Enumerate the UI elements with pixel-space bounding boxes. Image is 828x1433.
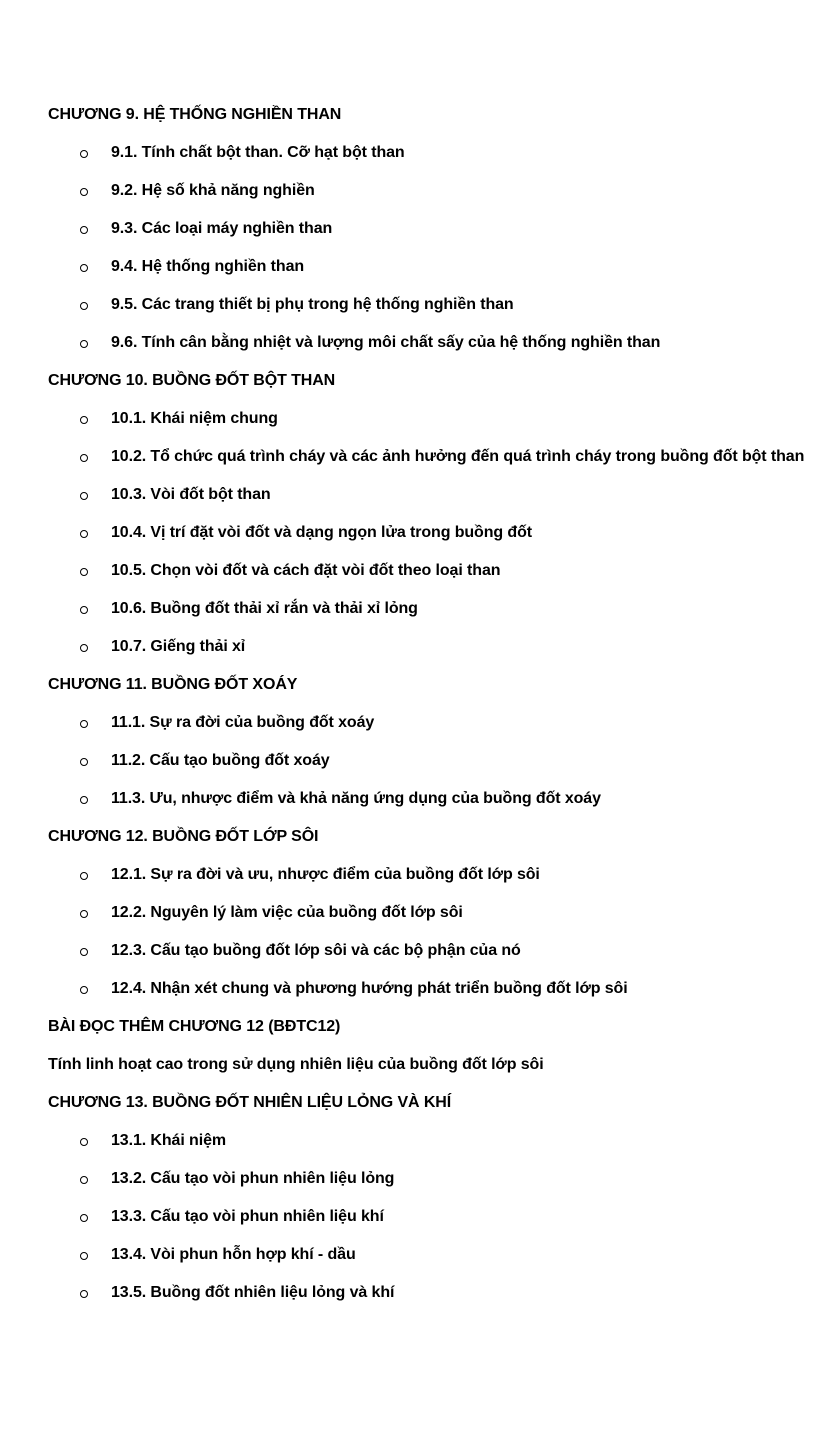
toc-heading[interactable] xyxy=(48,1008,823,1046)
circle-bullet-icon xyxy=(80,644,88,652)
toc-item-text[interactable]: 13.2. Cấu tạo vòi phun nhiên liệu lỏng xyxy=(111,1170,395,1187)
toc-list-item[interactable] xyxy=(48,552,823,590)
table-of-contents xyxy=(48,96,823,1312)
circle-bullet-icon xyxy=(80,1138,88,1146)
toc-item-text[interactable]: 12.4. Nhận xét chung và phương hướng phát triển buồng đốt lớp sôi xyxy=(111,980,628,997)
toc-item-text[interactable]: 10.4. Vị trí đặt vòi đốt và dạng ngọn lửa trong buồng đốt xyxy=(111,524,532,541)
circle-bullet-icon xyxy=(80,264,88,272)
toc-list-item[interactable] xyxy=(48,590,823,628)
toc-item-text[interactable]: 10.6. Buồng đốt thải xỉ rắn và thải xỉ lỏng xyxy=(111,600,418,617)
toc-item-text[interactable]: 10.5. Chọn vòi đốt và cách đặt vòi đốt theo loại than xyxy=(111,562,501,579)
toc-heading-text[interactable]: CHƯƠNG 11. BUỒNG ĐỐT XOÁY xyxy=(48,676,298,693)
toc-item-text[interactable]: 9.1. Tính chất bột than. Cỡ hạt bột than xyxy=(111,144,405,161)
toc-list-item[interactable] xyxy=(48,248,823,286)
circle-bullet-icon xyxy=(80,1290,88,1298)
toc-heading[interactable] xyxy=(48,1046,823,1084)
toc-item-text[interactable]: 11.1. Sự ra đời của buồng đốt xoáy xyxy=(111,714,375,731)
toc-list-item[interactable] xyxy=(48,780,823,818)
circle-bullet-icon xyxy=(80,568,88,576)
toc-list-item[interactable] xyxy=(48,704,823,742)
toc-list-item[interactable] xyxy=(48,742,823,780)
toc-heading[interactable] xyxy=(48,818,823,856)
circle-bullet-icon xyxy=(80,454,88,462)
toc-item-text[interactable]: 10.2. Tổ chức quá trình cháy và các ảnh hưởng đến quá trình cháy trong buồng đốt bột than xyxy=(111,448,805,465)
toc-list-item[interactable] xyxy=(48,628,823,666)
circle-bullet-icon xyxy=(80,340,88,348)
toc-heading[interactable] xyxy=(48,666,823,704)
toc-list-item[interactable] xyxy=(48,172,823,210)
toc-list-item[interactable] xyxy=(48,438,823,476)
toc-heading[interactable] xyxy=(48,362,823,400)
toc-item-text[interactable]: 10.7. Giếng thải xỉ xyxy=(111,638,246,655)
circle-bullet-icon xyxy=(80,530,88,538)
circle-bullet-icon xyxy=(80,758,88,766)
toc-heading-text[interactable]: CHƯƠNG 13. BUỒNG ĐỐT NHIÊN LIỆU LỎNG VÀ KHÍ xyxy=(48,1094,452,1111)
toc-heading-text[interactable]: CHƯƠNG 9. HỆ THỐNG NGHIỀN THAN xyxy=(48,106,342,123)
toc-list-item[interactable] xyxy=(48,286,823,324)
toc-list-item[interactable] xyxy=(48,856,823,894)
toc-item-text[interactable]: 13.5. Buồng đốt nhiên liệu lỏng và khí xyxy=(111,1284,395,1301)
toc-list-item[interactable] xyxy=(48,894,823,932)
toc-item-text[interactable]: 13.4. Vòi phun hỗn hợp khí - dầu xyxy=(111,1246,356,1263)
circle-bullet-icon xyxy=(80,1176,88,1184)
toc-item-text[interactable]: 10.1. Khái niệm chung xyxy=(111,410,278,427)
toc-heading-text[interactable]: BÀI ĐỌC THÊM CHƯƠNG 12 (BĐTC12) xyxy=(48,1018,341,1035)
toc-item-text[interactable]: 12.3. Cấu tạo buồng đốt lớp sôi và các bộ phận của nó xyxy=(111,942,521,959)
circle-bullet-icon xyxy=(80,872,88,880)
toc-heading[interactable] xyxy=(48,96,823,134)
toc-list-item[interactable] xyxy=(48,1274,823,1312)
circle-bullet-icon xyxy=(80,796,88,804)
toc-list-item[interactable] xyxy=(48,514,823,552)
circle-bullet-icon xyxy=(80,720,88,728)
toc-item-text[interactable]: 10.3. Vòi đốt bột than xyxy=(111,486,271,503)
toc-item-text[interactable]: 9.5. Các trang thiết bị phụ trong hệ thống nghiền than xyxy=(111,296,514,313)
toc-list-item[interactable] xyxy=(48,210,823,248)
circle-bullet-icon xyxy=(80,302,88,310)
circle-bullet-icon xyxy=(80,986,88,994)
toc-list-item[interactable] xyxy=(48,324,823,362)
toc-item-text[interactable]: 12.1. Sự ra đời và ưu, nhược điểm của buồng đốt lớp sôi xyxy=(111,866,540,883)
circle-bullet-icon xyxy=(80,226,88,234)
toc-list-item[interactable] xyxy=(48,1122,823,1160)
toc-item-text[interactable]: 9.2. Hệ số khả năng nghiền xyxy=(111,182,315,199)
toc-item-text[interactable]: 11.2. Cấu tạo buồng đốt xoáy xyxy=(111,752,330,769)
toc-list-item[interactable] xyxy=(48,970,823,1008)
circle-bullet-icon xyxy=(80,910,88,918)
circle-bullet-icon xyxy=(80,416,88,424)
toc-list-item[interactable] xyxy=(48,1236,823,1274)
toc-list-item[interactable] xyxy=(48,1160,823,1198)
toc-item-text[interactable]: 13.3. Cấu tạo vòi phun nhiên liệu khí xyxy=(111,1208,384,1225)
circle-bullet-icon xyxy=(80,150,88,158)
toc-list-item[interactable] xyxy=(48,932,823,970)
circle-bullet-icon xyxy=(80,492,88,500)
toc-list-item[interactable] xyxy=(48,134,823,172)
circle-bullet-icon xyxy=(80,1214,88,1222)
toc-list-item[interactable] xyxy=(48,400,823,438)
toc-list-item[interactable] xyxy=(48,1198,823,1236)
toc-item-text[interactable]: 9.6. Tính cân bằng nhiệt và lượng môi chất sấy của hệ thống nghiền than xyxy=(111,334,661,351)
toc-heading[interactable] xyxy=(48,1084,823,1122)
toc-heading-text[interactable]: CHƯƠNG 10. BUỒNG ĐỐT BỘT THAN xyxy=(48,372,336,389)
toc-item-text[interactable]: 9.4. Hệ thống nghiền than xyxy=(111,258,305,275)
circle-bullet-icon xyxy=(80,606,88,614)
toc-heading-text[interactable]: Tính linh hoạt cao trong sử dụng nhiên liệu của buồng đốt lớp sôi xyxy=(48,1056,544,1073)
toc-item-text[interactable]: 9.3. Các loại máy nghiền than xyxy=(111,220,333,237)
circle-bullet-icon xyxy=(80,1252,88,1260)
circle-bullet-icon xyxy=(80,188,88,196)
toc-item-text[interactable]: 11.3. Ưu, nhược điểm và khả năng ứng dụng của buồng đốt xoáy xyxy=(111,790,601,807)
toc-item-text[interactable]: 13.1. Khái niệm xyxy=(111,1132,226,1149)
toc-list-item[interactable] xyxy=(48,476,823,514)
toc-item-text[interactable]: 12.2. Nguyên lý làm việc của buồng đốt lớp sôi xyxy=(111,904,463,921)
toc-heading-text[interactable]: CHƯƠNG 12. BUỒNG ĐỐT LỚP SÔI xyxy=(48,828,319,845)
circle-bullet-icon xyxy=(80,948,88,956)
